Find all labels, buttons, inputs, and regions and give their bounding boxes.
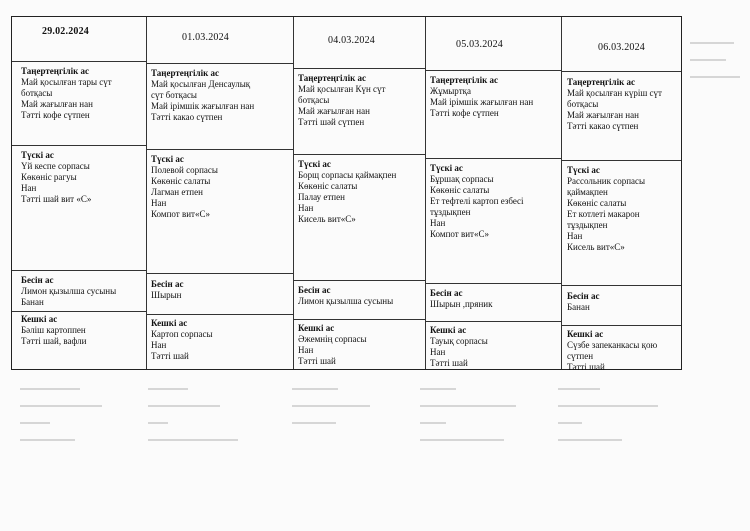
lunch-block <box>21 150 91 205</box>
menu-item: Май қосылған Денсаулық <box>151 79 251 89</box>
menu-item: Тәтті шай вит «С» <box>21 194 92 204</box>
dinner-block <box>430 325 488 369</box>
menu-item: Лагман етпен <box>151 187 203 197</box>
menu-item: Тәтті какао сүтпен <box>151 112 223 122</box>
menu-item: Тәтті шәй сүтпен <box>298 117 365 127</box>
menu-item: Көкөніс салаты <box>430 185 490 195</box>
row-divider <box>561 325 681 326</box>
meal-title: Кешкі ас <box>567 329 604 339</box>
meal-title: Бесін ас <box>567 291 600 301</box>
menu-item: Тәтті кофе сүтпен <box>21 110 90 120</box>
row-divider <box>146 149 293 150</box>
row-divider <box>425 70 561 71</box>
menu-item: Бәліш картоппен <box>21 325 86 335</box>
menu-item: Лимон қызылша сусыны <box>298 296 394 306</box>
column-divider <box>561 17 562 369</box>
menu-item: Тәтті шай <box>430 358 468 368</box>
menu-item: Үй кеспе сорпасы <box>21 161 90 171</box>
row-divider <box>561 285 681 286</box>
date-header: 05.03.2024 <box>456 39 503 50</box>
lunch-block <box>151 154 218 220</box>
menu-item: Көкөніс рагуы <box>21 172 77 182</box>
date-header: 06.03.2024 <box>598 42 645 53</box>
menu-item: Борщ сорпасы қаймақпен <box>298 170 397 180</box>
menu-item: қаймақпен <box>567 187 608 197</box>
row-divider <box>146 63 293 64</box>
menu-item: тұздықпен <box>430 207 471 217</box>
column-divider <box>146 17 147 369</box>
menu-item: Компот вит«С» <box>430 229 489 239</box>
meal-title: Түскі ас <box>21 150 54 160</box>
row-divider <box>12 311 146 312</box>
meal-title: Кешкі ас <box>430 325 467 335</box>
menu-item: сүтпен <box>567 351 594 361</box>
meal-title: Бесін ас <box>151 279 184 289</box>
meal-title: Түскі ас <box>430 163 463 173</box>
menu-item: Тауық сорпасы <box>430 336 488 346</box>
menu-item: Нан <box>151 198 167 208</box>
menu-item: Көкөніс салаты <box>298 181 358 191</box>
row-divider <box>293 319 425 320</box>
menu-item: Картоп сорпасы <box>151 329 213 339</box>
snack-block <box>298 285 393 307</box>
show-through-lines-2 <box>148 382 238 444</box>
menu-item: Палау етпен <box>298 192 345 202</box>
menu-item: Май ірімшік жағылған нан <box>151 101 255 111</box>
menu-item: ботқасы <box>21 88 53 98</box>
meal-title: Кешкі ас <box>298 323 335 333</box>
show-through-lines-5 <box>558 382 658 444</box>
meal-title: Таңертеңгілік ас <box>151 68 220 78</box>
menu-item: Банан <box>567 302 590 312</box>
breakfast-block <box>430 75 533 119</box>
menu-item: Рассольник сорпасы <box>567 176 646 186</box>
menu-item: Май қосылған тары сүт <box>21 77 112 87</box>
menu-item: Әжемнің сорпасы <box>298 334 367 344</box>
meal-title: Кешкі ас <box>21 314 58 324</box>
breakfast-block <box>21 66 112 121</box>
meal-title: Кешкі ас <box>151 318 188 328</box>
menu-item: Нан <box>298 203 314 213</box>
show-through-edge <box>690 36 740 81</box>
menu-item: Нан <box>151 340 167 350</box>
row-divider <box>293 280 425 281</box>
menu-item: ботқасы <box>567 99 599 109</box>
menu-item: Банан <box>21 297 44 307</box>
menu-item: Бұршақ сорпасы <box>430 174 494 184</box>
date-header: 29.02.2024 <box>42 26 89 37</box>
menu-table <box>11 16 682 370</box>
menu-item: Тәтті кофе сүтпен <box>430 108 499 118</box>
meal-title: Таңертеңгілік ас <box>21 66 90 76</box>
menu-item: ботқасы <box>298 95 330 105</box>
lunch-block <box>430 163 524 240</box>
snack-block <box>151 279 183 301</box>
date-header: 01.03.2024 <box>182 32 229 43</box>
row-divider <box>425 158 561 159</box>
lunch-block <box>567 165 645 253</box>
menu-item: Нан <box>430 218 446 228</box>
menu-item: Көкөніс салаты <box>151 176 211 186</box>
menu-item: Тәтті какао сүтпен <box>567 121 639 131</box>
snack-block <box>21 275 116 308</box>
snack-block <box>567 291 599 313</box>
row-divider <box>561 160 681 161</box>
menu-item: Май ірімшік жағылған нан <box>430 97 534 107</box>
menu-item: Тәтті шай <box>151 351 189 361</box>
column-divider <box>293 17 294 369</box>
row-divider <box>425 283 561 284</box>
meal-title: Бесін ас <box>21 275 54 285</box>
breakfast-block <box>567 77 662 132</box>
menu-item: Нан <box>21 183 37 193</box>
menu-item: Ет тефтелі картоп езбесі <box>430 196 524 206</box>
meal-title: Түскі ас <box>567 165 600 175</box>
menu-item: Сүзбе запеканкасы қою <box>567 340 658 350</box>
date-header: 04.03.2024 <box>328 35 375 46</box>
menu-item: Нан <box>298 345 314 355</box>
menu-item: Май жағылған нан <box>567 110 639 120</box>
menu-item: Май жағылған нан <box>298 106 370 116</box>
meal-title: Бесін ас <box>298 285 331 295</box>
menu-item: Кисель вит«С» <box>298 214 356 224</box>
dinner-block <box>567 329 657 373</box>
menu-item: Тәтті шай, вафли <box>21 336 87 346</box>
meal-title: Таңертеңгілік ас <box>430 75 499 85</box>
snack-block <box>430 288 492 310</box>
dinner-block <box>21 314 86 347</box>
menu-item: Шырын ,пряник <box>430 299 493 309</box>
breakfast-block <box>151 68 254 123</box>
meal-title: Таңертеңгілік ас <box>298 73 367 83</box>
row-divider <box>12 61 146 62</box>
row-divider <box>12 145 146 146</box>
row-divider <box>425 321 561 322</box>
menu-item: Май жағылған нан <box>21 99 93 109</box>
meal-title: Түскі ас <box>298 159 331 169</box>
menu-item: Компот вит«С» <box>151 209 210 219</box>
menu-item: Лимон қызылша сусыны <box>21 286 117 296</box>
row-divider <box>293 154 425 155</box>
row-divider <box>561 71 681 72</box>
meal-title: Таңертеңгілік ас <box>567 77 636 87</box>
dinner-block <box>298 323 367 367</box>
menu-item: Тәтті шай <box>567 362 605 372</box>
menu-item: Ет котлеті макарон <box>567 209 640 219</box>
menu-item: Полевой сорпасы <box>151 165 218 175</box>
menu-item: Май қосылған Күн сүт <box>298 84 386 94</box>
menu-item: Тәтті шай <box>298 356 336 366</box>
breakfast-block <box>298 73 385 128</box>
row-divider <box>146 273 293 274</box>
menu-item: Көкөніс салаты <box>567 198 627 208</box>
row-divider <box>12 270 146 271</box>
menu-item: сүт ботқасы <box>151 90 197 100</box>
menu-item: Нан <box>430 347 446 357</box>
menu-item: Жұмыртқа <box>430 86 471 96</box>
menu-item: Шырын <box>151 290 182 300</box>
row-divider <box>146 314 293 315</box>
show-through-lines-3 <box>292 382 370 427</box>
show-through-lines-1 <box>20 382 102 444</box>
meal-title: Түскі ас <box>151 154 184 164</box>
show-through-lines-4 <box>420 382 516 444</box>
menu-item: тұздықпен <box>567 220 608 230</box>
dinner-block <box>151 318 213 362</box>
meal-title: Бесін ас <box>430 288 463 298</box>
row-divider <box>293 68 425 69</box>
menu-item: Май қосылған күріш сүт <box>567 88 662 98</box>
menu-item: Кисель вит«С» <box>567 242 625 252</box>
lunch-block <box>298 159 396 225</box>
menu-item: Нан <box>567 231 583 241</box>
